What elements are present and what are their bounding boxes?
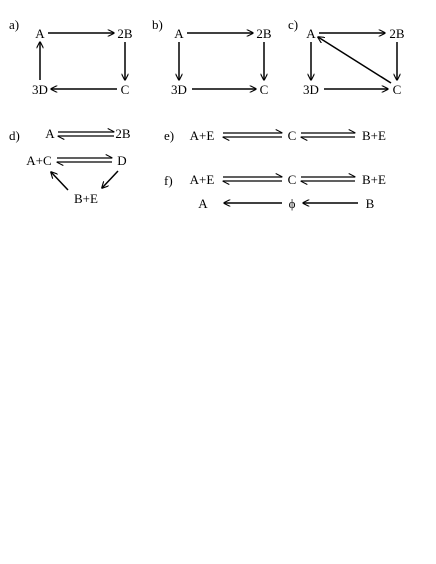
node-A+C: A+C bbox=[26, 153, 52, 168]
node-A: A bbox=[45, 126, 55, 141]
node-2B: 2B bbox=[256, 26, 272, 41]
node-D: D bbox=[117, 153, 127, 168]
node-3D: 3D bbox=[303, 82, 319, 97]
panel-label-c: c) bbox=[288, 17, 299, 32]
node-B+E: B+E bbox=[362, 172, 386, 187]
node-3D: 3D bbox=[171, 82, 187, 97]
node-2B: 2B bbox=[115, 126, 131, 141]
node-3D: 3D bbox=[32, 82, 48, 97]
panel-a bbox=[9, 17, 133, 97]
node-2B: 2B bbox=[117, 26, 133, 41]
panel-label-b: b) bbox=[152, 17, 163, 32]
node-B+E: B+E bbox=[362, 128, 386, 143]
node-C: C bbox=[287, 128, 297, 143]
panel-label-f: f) bbox=[164, 173, 173, 188]
node-phi: ϕ bbox=[288, 196, 296, 211]
panel-d bbox=[9, 126, 131, 206]
node-A: A bbox=[174, 26, 184, 41]
node-A+E: A+E bbox=[189, 172, 215, 187]
panel-b bbox=[152, 17, 272, 97]
arrow-C-to-A bbox=[318, 37, 391, 83]
node-A+E: A+E bbox=[189, 128, 215, 143]
arrow-B+E-to-A+C bbox=[51, 172, 68, 190]
panel-label-d: d) bbox=[9, 128, 20, 143]
node-C: C bbox=[392, 82, 402, 97]
panel-e bbox=[164, 128, 386, 143]
node-2B: 2B bbox=[389, 26, 405, 41]
node-B: B bbox=[365, 196, 375, 211]
panel-c bbox=[288, 17, 405, 97]
panel-f bbox=[164, 172, 386, 211]
node-C: C bbox=[287, 172, 297, 187]
node-A: A bbox=[35, 26, 45, 41]
node-A: A bbox=[198, 196, 208, 211]
node-C: C bbox=[259, 82, 269, 97]
panel-label-a: a) bbox=[9, 17, 20, 32]
panel-label-e: e) bbox=[164, 128, 175, 143]
arrow-D-to-B+E bbox=[102, 171, 118, 188]
node-A: A bbox=[306, 26, 316, 41]
node-B+E: B+E bbox=[74, 191, 98, 206]
node-C: C bbox=[120, 82, 130, 97]
